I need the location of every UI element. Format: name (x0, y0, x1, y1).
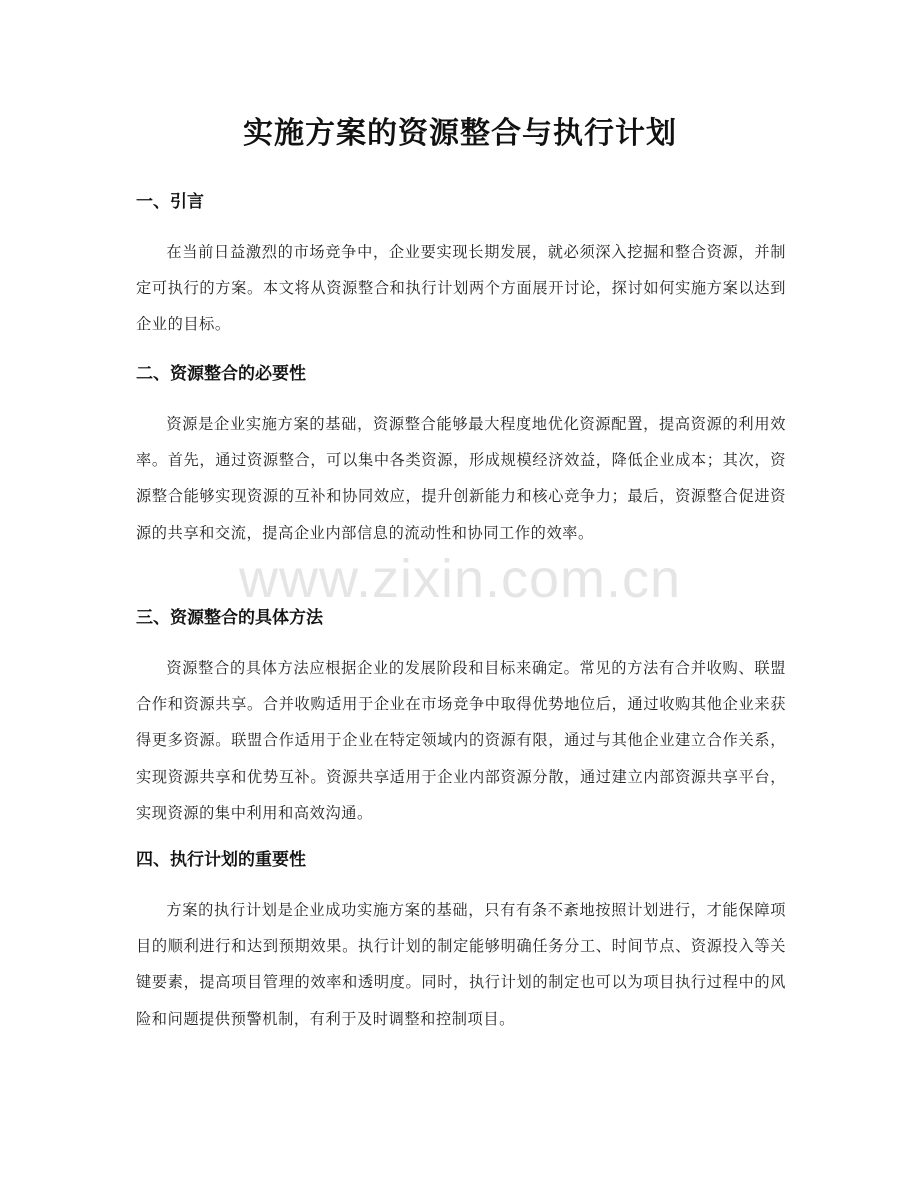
section-heading: 一、引言 (136, 192, 204, 212)
section-paragraph: 资源整合的具体方法应根据企业的发展阶段和目标来确定。常见的方法有合并收购、联盟合作和资源共享。合并收购适用于企业在市场竞争中取得优势地位后，通过收购其他企业来获得更多资源。联盟合作适用于企业在特定领域内的资源有限，通过与其他企业建立合作关系，实现资源共享和优势互补。资源共享适用于企业内部资源分散，通过建立内部资源共享平台，实现资源的集中利用和高效沟通。 (136, 659, 786, 822)
page-title: 实施方案的资源整合与执行计划 (243, 116, 677, 151)
section-methods (136, 606, 786, 831)
section-heading: 四、执行计划的重要性 (136, 850, 306, 870)
section-paragraph: 在当前日益激烈的市场竞争中，企业要实现长期发展，就必须深入挖掘和整合资源，并制定可执行的方案。本文将从资源整合和执行计划两个方面展开讨论，探讨如何实施方案以达到企业的目标。 (136, 243, 786, 334)
section-necessity (136, 362, 786, 551)
section-paragraph: 资源是企业实施方案的基础，资源整合能够最大程度地优化资源配置，提高资源的利用效率。首先，通过资源整合，可以集中各类资源，形成规模经济效益，降低企业成本；其次，资源整合能够实现资源的互补和协同效应，提升创新能力和核心竞争力；最后，资源整合促进资源的共享和交流，提高企业内部信息的流动性和协同工作的效率。 (136, 415, 786, 542)
section-execution-plan (136, 848, 786, 1037)
section-heading: 三、资源整合的具体方法 (136, 608, 323, 628)
section-heading: 二、资源整合的必要性 (136, 364, 306, 384)
watermark: www.zixin.com.cn (238, 549, 682, 609)
section-paragraph: 方案的执行计划是企业成功实施方案的基础，只有有条不紊地按照计划进行，才能保障项目的顺利进行和达到预期效果。执行计划的制定能够明确任务分工、时间节点、资源投入等关键要素，提高项目管理的效率和透明度。同时，执行计划的制定也可以为项目执行过程中的风险和问题提供预警机制，有利于及时调整和控制项目。 (136, 901, 786, 1028)
section-introduction (136, 190, 786, 343)
